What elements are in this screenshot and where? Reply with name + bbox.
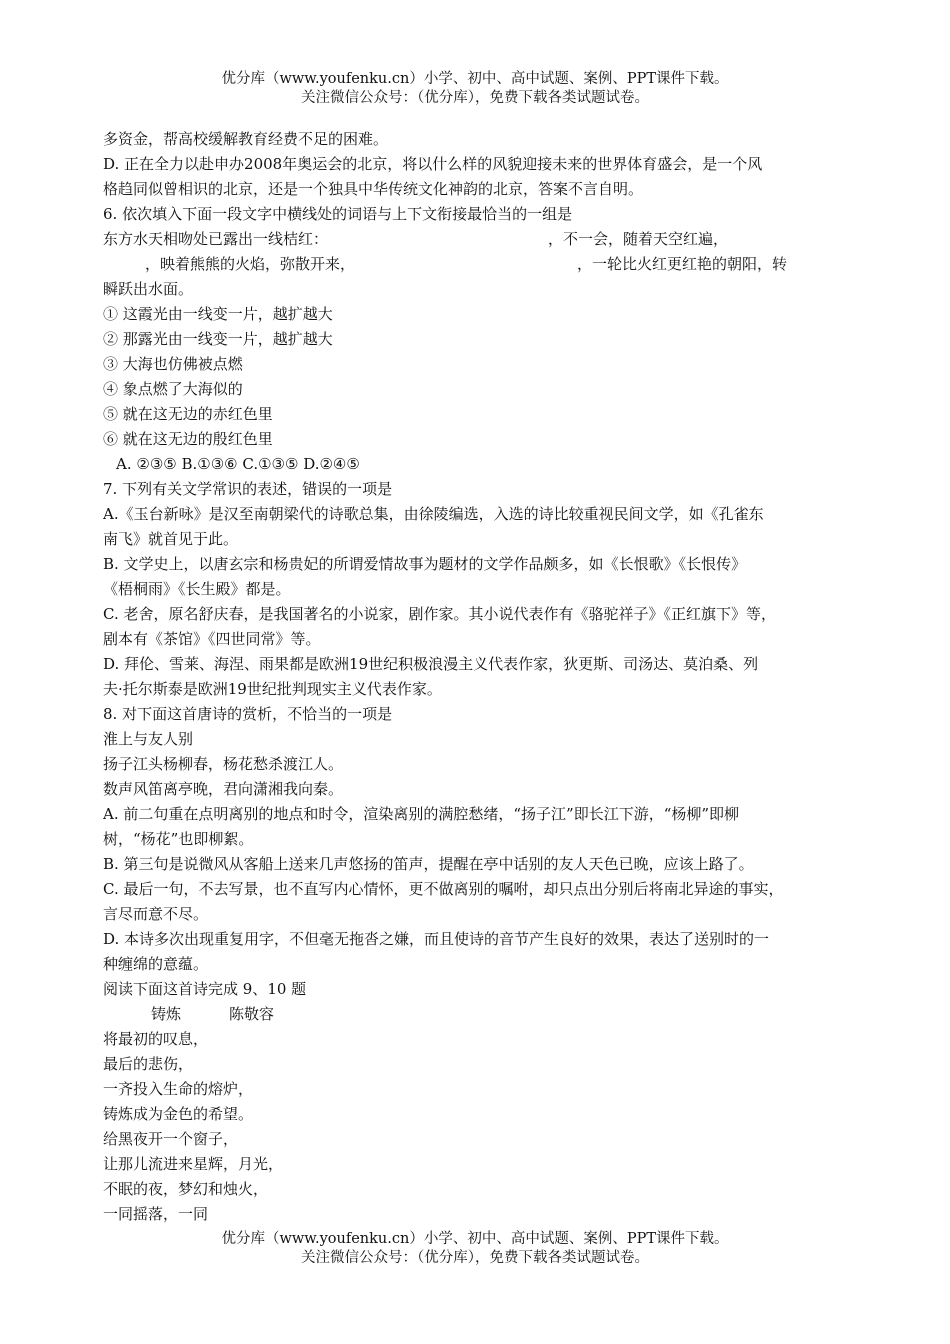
page-header [0,70,950,108]
q6-stem: 6. 依次填入下面一段文字中横线处的词语与上下文衔接最恰当的一组是 [103,205,573,223]
q8-stem: 8. 对下面这首唐诗的赏析，不恰当的一项是 [103,705,393,723]
poem-author: 陈敬容 [229,1005,275,1023]
q8-option-d-line1: D. 本诗多次出现重复用字，不但毫无拖沓之嫌，而且使诗的音节产生良好的效果，表达了送别时的一 [103,930,770,948]
q6-passage-2a: ，映着熊熊的火焰，弥散开来， [145,255,356,273]
poem-line: 铸炼成为金色的希望。 [103,1105,254,1123]
q7-option-b-line1: B. 文学史上，以唐玄宗和杨贵妃的所谓爱情故事为题材的文学作品颇多，如《长恨歌》《长恨传》 [103,555,747,573]
page-footer [0,1230,950,1268]
q8-poem-line2: 数声风笛离亭晚，君向潇湘我向秦。 [103,780,344,798]
poem-heading [103,1002,855,1027]
q6-option-3: ③ 大海也仿佛被点燃 [103,355,243,373]
q7-option-d-line1: D. 拜伦、雪莱、海涅、雨果都是欧洲19世纪积极浪漫主义代表作家，狄更斯、司汤达、莫泊桑、列 [103,655,759,673]
q7-option-d-line2: 夫·托尔斯泰是欧洲19世纪批判现实主义代表作家。 [103,680,442,698]
q6-option-5: ⑤ 就在这无边的赤红色里 [103,405,273,423]
q8-option-d-line2: 种缠绵的意蕴。 [103,955,209,973]
q6-passage-line3: 瞬跃出水面。 [103,280,194,298]
q6-passage-1b: ，不一会，随着天空红遍， [548,230,729,248]
q6-option-2: ② 那露光由一线变一片，越扩越大 [103,330,333,348]
q6-passage-1a: 东方水天相吻处已露出一线桔红： [103,230,329,248]
poem-line: 一齐投入生命的熔炉， [103,1080,254,1098]
q5-option-d-line2: 格趋同似曾相识的北京，还是一个独具中华传统文化神韵的北京，答案不言自明。 [103,180,644,198]
q7-option-b-line2: 《梧桐雨》《长生殿》都是。 [103,580,291,598]
q6-passage-line2 [103,252,855,277]
q5-option-d-line1: D. 正在全力以赴申办2008年奥运会的北京，将以什么样的风貌迎接未来的世界体育盛会，是一个风 [103,155,763,173]
q7-option-a-line2: 南飞》就首见于此。 [103,530,239,548]
q7-stem: 7. 下列有关文学常识的表述，错误的一项是 [103,480,393,498]
poem-line: 让那儿流进来星辉，月光， [103,1155,284,1173]
q6-option-6: ⑥ 就在这无边的殷红色里 [103,430,273,448]
q6-passage-line1 [103,227,855,252]
q8-option-c-line2: 言尽而意不尽。 [103,905,209,923]
header-line-1: 优分库（www.youfenku.cn）小学、初中、高中试题、案例、PPT课件下载。 [221,71,729,87]
q7-option-c-line2: 剧本有《茶馆》《四世同常》等。 [103,630,321,648]
poem-line: 最后的悲伤， [103,1055,194,1073]
poem-line: 不眠的夜，梦幻和烛火， [103,1180,269,1198]
q7-option-c-line1: C. 老舍，原名舒庆春，是我国著名的小说家，剧作家。其小说代表作有《骆驼祥子》《正红旗下》等， [103,605,776,623]
q8-option-b-line1: B. 第三句是说微风从客船上送来几声悠扬的笛声，提醒在亭中话别的友人天色已晚，应该上路了。 [103,855,754,873]
q8-poem-title: 淮上与友人别 [103,730,194,748]
q8-option-a-line2: 树，“杨花”也即柳絮。 [103,830,254,848]
poem-line: 将最初的叹息， [103,1030,209,1048]
q6-passage-2b: ，一轮比火红更红艳的朝阳，转 [577,255,788,273]
q8-poem-line1: 扬子江头杨柳春，杨花愁杀渡江人。 [103,755,344,773]
q6-option-1: ① 这霞光由一线变一片，越扩越大 [103,305,333,323]
header-line-2: 关注微信公众号：（优分库），免费下载各类试题试卷。 [301,90,649,106]
q6-choices: A. ②③⑤ B.①③⑥ C.①③⑤ D.②④⑤ [116,455,360,473]
poem-line: 给黑夜开一个窗子， [103,1130,239,1148]
document-body [103,127,855,1227]
q8-option-a-line1: A. 前二句重在点明离别的地点和时令，渲染离别的满腔愁绪，“扬子江”即长江下游，“杨柳”即柳 [103,805,740,823]
q8-option-c-line1: C. 最后一句，不去写景，也不直写内心情怀，更不做离别的嘱咐，却只点出分别后将南北异途的事实， [103,880,784,898]
poem-title: 铸炼 [151,1005,182,1023]
footer-line-2: 关注微信公众号：（优分库），免费下载各类试题试卷。 [301,1250,649,1266]
q7-option-a-line1: A.《玉台新咏》是汉至南朝梁代的诗歌总集，由徐陵编选，入选的诗比较重视民间文学，如《孔雀东 [103,505,764,523]
poem-line: 一同摇落，一同 [103,1205,209,1223]
reading-intro: 阅读下面这首诗完成 9、10 题 [103,980,307,998]
footer-line-1: 优分库（www.youfenku.cn）小学、初中、高中试题、案例、PPT课件下载。 [221,1231,729,1247]
q6-option-4: ④ 象点燃了大海似的 [103,380,243,398]
q5-tail: 多资金，帮高校缓解教育经费不足的困难。 [103,130,389,148]
